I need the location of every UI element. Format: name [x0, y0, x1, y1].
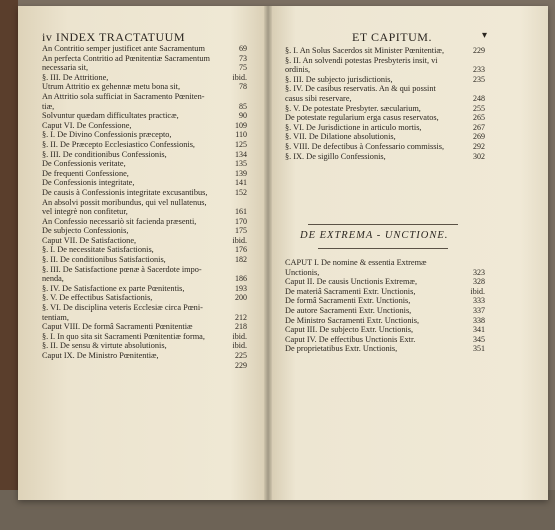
- index-entry: [42, 121, 247, 131]
- page-number: 182: [235, 255, 247, 265]
- entry-title: De causis à Confessionis integritate excusantibus,: [42, 187, 208, 197]
- entry-title: Unctionis,: [285, 267, 320, 277]
- index-entry: [285, 296, 485, 306]
- page-number: 125: [235, 139, 247, 149]
- entry-title: CAPUT I. De nomine & essentia Extremæ: [285, 258, 427, 267]
- page-number: 235: [473, 74, 485, 84]
- page-number: 323: [473, 267, 485, 277]
- entry-title: nenda,: [42, 274, 64, 284]
- index-entry: [42, 313, 247, 323]
- section-title: DE EXTREMA - UNCTIONE.: [300, 230, 449, 241]
- entry-title: §. VI. De disciplina veteris Ecclesiæ circa Pœni-: [42, 303, 203, 313]
- index-entry: [42, 332, 247, 342]
- page-number: ibid.: [232, 235, 247, 245]
- page-number: 255: [473, 103, 485, 113]
- page-number: 200: [235, 293, 247, 303]
- index-entry: [42, 293, 247, 303]
- entry-title: De materiâ Sacramenti Extr. Unctionis,: [285, 286, 416, 296]
- entry-title: tiæ,: [42, 101, 55, 111]
- entry-title: §. V. De potestate Presbyter. sæcularium,: [285, 103, 421, 113]
- index-entry: [42, 217, 247, 227]
- entry-title: §. I. An Solus Sacerdos sit Minister Pœnitentiæ,: [285, 46, 445, 55]
- index-entry: [42, 198, 247, 208]
- entry-title: §. II. De conditionibus Satisfactionis,: [42, 255, 166, 265]
- page-number: 90: [239, 111, 247, 121]
- page-number: 269: [473, 132, 485, 142]
- page-number: 75: [239, 63, 247, 73]
- index-entry: [285, 46, 485, 56]
- right-page-header: [352, 30, 488, 45]
- page-number: [481, 258, 485, 268]
- book-gutter: [264, 6, 272, 500]
- index-entry: [285, 152, 485, 162]
- page-number: [481, 84, 485, 94]
- index-entry: [42, 150, 247, 160]
- index-entry: [285, 306, 485, 316]
- entry-title: Utrum Attritio ex gehennæ metu bona sit,: [42, 82, 181, 92]
- index-entry: [42, 226, 247, 236]
- book-cover-edge: [0, 0, 18, 530]
- page-number: 193: [235, 283, 247, 293]
- entry-title: Caput IV. De effectibus Unctionis Extr.: [285, 334, 416, 344]
- page-number: 233: [473, 65, 485, 75]
- page-number: ibid.: [232, 331, 247, 341]
- index-entry: [285, 113, 485, 123]
- index-entry: [285, 94, 485, 104]
- page-number: 341: [473, 325, 485, 335]
- page-number: 152: [235, 187, 247, 197]
- index-entry: [42, 284, 247, 294]
- index-entry: [42, 102, 247, 112]
- page-number: ibid.: [232, 72, 247, 82]
- page-number: [243, 92, 247, 102]
- entry-title: §. III. De subjecto jurisdictionis,: [285, 74, 393, 84]
- index-entry: [42, 207, 247, 217]
- index-entry: [42, 92, 247, 102]
- entry-title: De formâ Sacramenti Extr. Unctionis,: [285, 296, 411, 306]
- entry-title: §. I. De necessitate Satisfactionis,: [42, 245, 154, 255]
- entry-title: necessaria sit,: [42, 63, 89, 73]
- index-entry: [285, 277, 485, 287]
- entry-title: Caput VII. De Satisfactione,: [42, 235, 137, 245]
- page-number: 176: [235, 245, 247, 255]
- entry-title: Caput VIII. De formâ Sacramenti Pœnitentiæ: [42, 322, 193, 332]
- entry-title: De autore Sacramenti Extr. Unctionis,: [285, 305, 412, 315]
- page-number: 141: [235, 178, 247, 188]
- page-number: 248: [473, 93, 485, 103]
- catchword-mark: ▾: [482, 30, 488, 41]
- page-number: 328: [473, 277, 485, 287]
- right-index-list: [285, 46, 485, 161]
- index-entry: [42, 82, 247, 92]
- index-entry: [285, 316, 485, 326]
- page-number: 186: [235, 274, 247, 284]
- index-entry: [42, 361, 247, 371]
- page-number: 73: [239, 53, 247, 63]
- index-entry: [42, 44, 247, 54]
- page-number: 134: [235, 149, 247, 159]
- extrema-unctione-list: [285, 258, 485, 354]
- page-number: 229: [473, 46, 485, 55]
- section-rule-top: [308, 224, 458, 225]
- page-number: 337: [473, 305, 485, 315]
- index-entry: [285, 335, 485, 345]
- entry-title: §. VII. De Dilatione absolutionis,: [285, 132, 396, 142]
- entry-title: De Confessionis integritate,: [42, 178, 135, 188]
- page-number: 292: [473, 141, 485, 151]
- index-entry: [42, 274, 247, 284]
- index-entry: [42, 178, 247, 188]
- page-number: 85: [239, 101, 247, 111]
- index-entry: [285, 84, 485, 94]
- entry-title: An perfecta Contritio ad Pœnitentiæ Sacramentum: [42, 53, 210, 63]
- index-entry: [42, 73, 247, 83]
- page-number: [243, 303, 247, 313]
- entry-title: §. V. De effectibus Satisfactionis,: [42, 293, 153, 303]
- index-entry: [285, 268, 485, 278]
- entry-title: An Attritio sola sufficiat in Sacramento Pœniten-: [42, 91, 205, 101]
- entry-title: Solvuntur quædam difficultates practicæ,: [42, 111, 179, 121]
- entry-title: casus sibi reservare,: [285, 93, 352, 103]
- index-entry: [285, 258, 485, 268]
- page-number: 139: [235, 168, 247, 178]
- entry-title: vel integrè non confitetur,: [42, 207, 128, 217]
- entry-title: De frequenti Confessione,: [42, 168, 129, 178]
- page-number: 351: [473, 344, 485, 354]
- index-entry: [42, 351, 247, 361]
- page-number: 170: [235, 216, 247, 226]
- index-entry: [285, 56, 485, 66]
- entry-title: Caput IX. De Ministro Pœnitentiæ,: [42, 351, 159, 360]
- index-entry: [42, 130, 247, 140]
- index-entry: [42, 54, 247, 64]
- index-entry: [285, 287, 485, 297]
- index-entry: [285, 325, 485, 335]
- index-entry: [285, 142, 485, 152]
- page-number: 110: [235, 130, 247, 140]
- page-number: 212: [235, 312, 247, 322]
- page-number: [481, 56, 485, 66]
- page-number: 229: [235, 360, 247, 370]
- entry-title: §. IV. De casibus reservatis. An & qui possint: [285, 84, 436, 94]
- index-entry: [285, 132, 485, 142]
- entry-title: De proprietatibus Extr. Unctionis,: [285, 344, 398, 354]
- entry-title: De subjecto Confessionis,: [42, 226, 129, 236]
- page-number: ibid.: [470, 286, 485, 296]
- entry-title: De Confessionis veritate,: [42, 159, 126, 169]
- right-page-header-text: ET CAPITUM.: [352, 30, 432, 44]
- page-number: [243, 198, 247, 208]
- page-number: 265: [473, 113, 485, 123]
- entry-title: §. II. An solvendi potestas Presbyteris insit, vi: [285, 55, 438, 65]
- entry-title: §. IX. De sigillo Confessionis,: [285, 151, 386, 161]
- page-number: 135: [235, 159, 247, 169]
- page-number: 69: [239, 44, 247, 53]
- left-index-list: [42, 44, 247, 370]
- index-entry: [42, 255, 247, 265]
- page-number: 302: [473, 151, 485, 161]
- index-entry: [42, 236, 247, 246]
- index-entry: [285, 65, 485, 75]
- page-number: 218: [235, 322, 247, 332]
- page-number: 225: [235, 351, 247, 360]
- page-number: 161: [235, 207, 247, 217]
- entry-title: De potestate regularium erga casus reservatos,: [285, 113, 439, 123]
- index-entry: [285, 123, 485, 133]
- index-entry: [42, 111, 247, 121]
- entry-title: tentiam,: [42, 312, 69, 322]
- entry-title: An Contritio semper justificet ante Sacramentum: [42, 44, 205, 53]
- index-entry: [42, 303, 247, 313]
- page-number: ibid.: [232, 341, 247, 351]
- index-entry: [42, 159, 247, 169]
- entry-title: §. III. De conditionibus Confessionis,: [42, 149, 167, 159]
- index-entry: [285, 104, 485, 114]
- entry-title: §. VIII. De defectibus à Confessario commissis,: [285, 141, 445, 151]
- entry-title: ordinis,: [285, 65, 311, 75]
- entry-title: §. IV. De Satisfactione ex parte Pœnitentis,: [42, 283, 185, 293]
- index-entry: [42, 140, 247, 150]
- page-number: 109: [235, 120, 247, 130]
- page-number: 333: [473, 296, 485, 306]
- page-number: 175: [235, 226, 247, 236]
- entry-title: §. VI. De Jurisdictione in articulo mortis,: [285, 122, 422, 132]
- entry-title: §. I. De Divino Confessionis præcepto,: [42, 130, 172, 140]
- index-entry: [42, 169, 247, 179]
- index-entry: [285, 344, 485, 354]
- entry-title: §. III. De Satisfactione pœnæ à Sacerdote impo-: [42, 264, 202, 274]
- entry-title: An absolvi possit moribundus, qui vel nullatenus,: [42, 197, 207, 207]
- page-number: [243, 265, 247, 275]
- entry-title: §. II. De Præcepto Ecclesiastico Confessionis,: [42, 139, 195, 149]
- entry-title: §. I. In quo sita sit Sacramenti Pœnitentiæ forma,: [42, 331, 205, 341]
- entry-title: §. III. De Attritione,: [42, 72, 109, 82]
- entry-title: An Confessio necessariò sit facienda præsenti,: [42, 216, 197, 226]
- entry-title: Caput III. De subjecto Extr. Unctionis,: [285, 325, 414, 335]
- entry-title: Caput VI. De Confessione,: [42, 120, 132, 130]
- index-entry: [42, 341, 247, 351]
- section-rule-bottom: [318, 248, 448, 249]
- index-entry: [42, 265, 247, 275]
- entry-title: Caput II. De causis Unctionis Extremæ,: [285, 277, 418, 287]
- entry-title: De Ministro Sacramenti Extr. Unctionis,: [285, 315, 420, 325]
- page-number: 78: [239, 82, 247, 92]
- page-number: 345: [473, 334, 485, 344]
- index-entry: [42, 322, 247, 332]
- page-number: 338: [473, 315, 485, 325]
- page-number: 267: [473, 122, 485, 132]
- index-entry: [42, 63, 247, 73]
- index-entry: [285, 75, 485, 85]
- left-page-header: iv INDEX TRACTATUUM: [42, 30, 185, 44]
- entry-title: §. II. De sensu & virtute absolutionis,: [42, 341, 167, 351]
- index-entry: [42, 188, 247, 198]
- index-entry: [42, 245, 247, 255]
